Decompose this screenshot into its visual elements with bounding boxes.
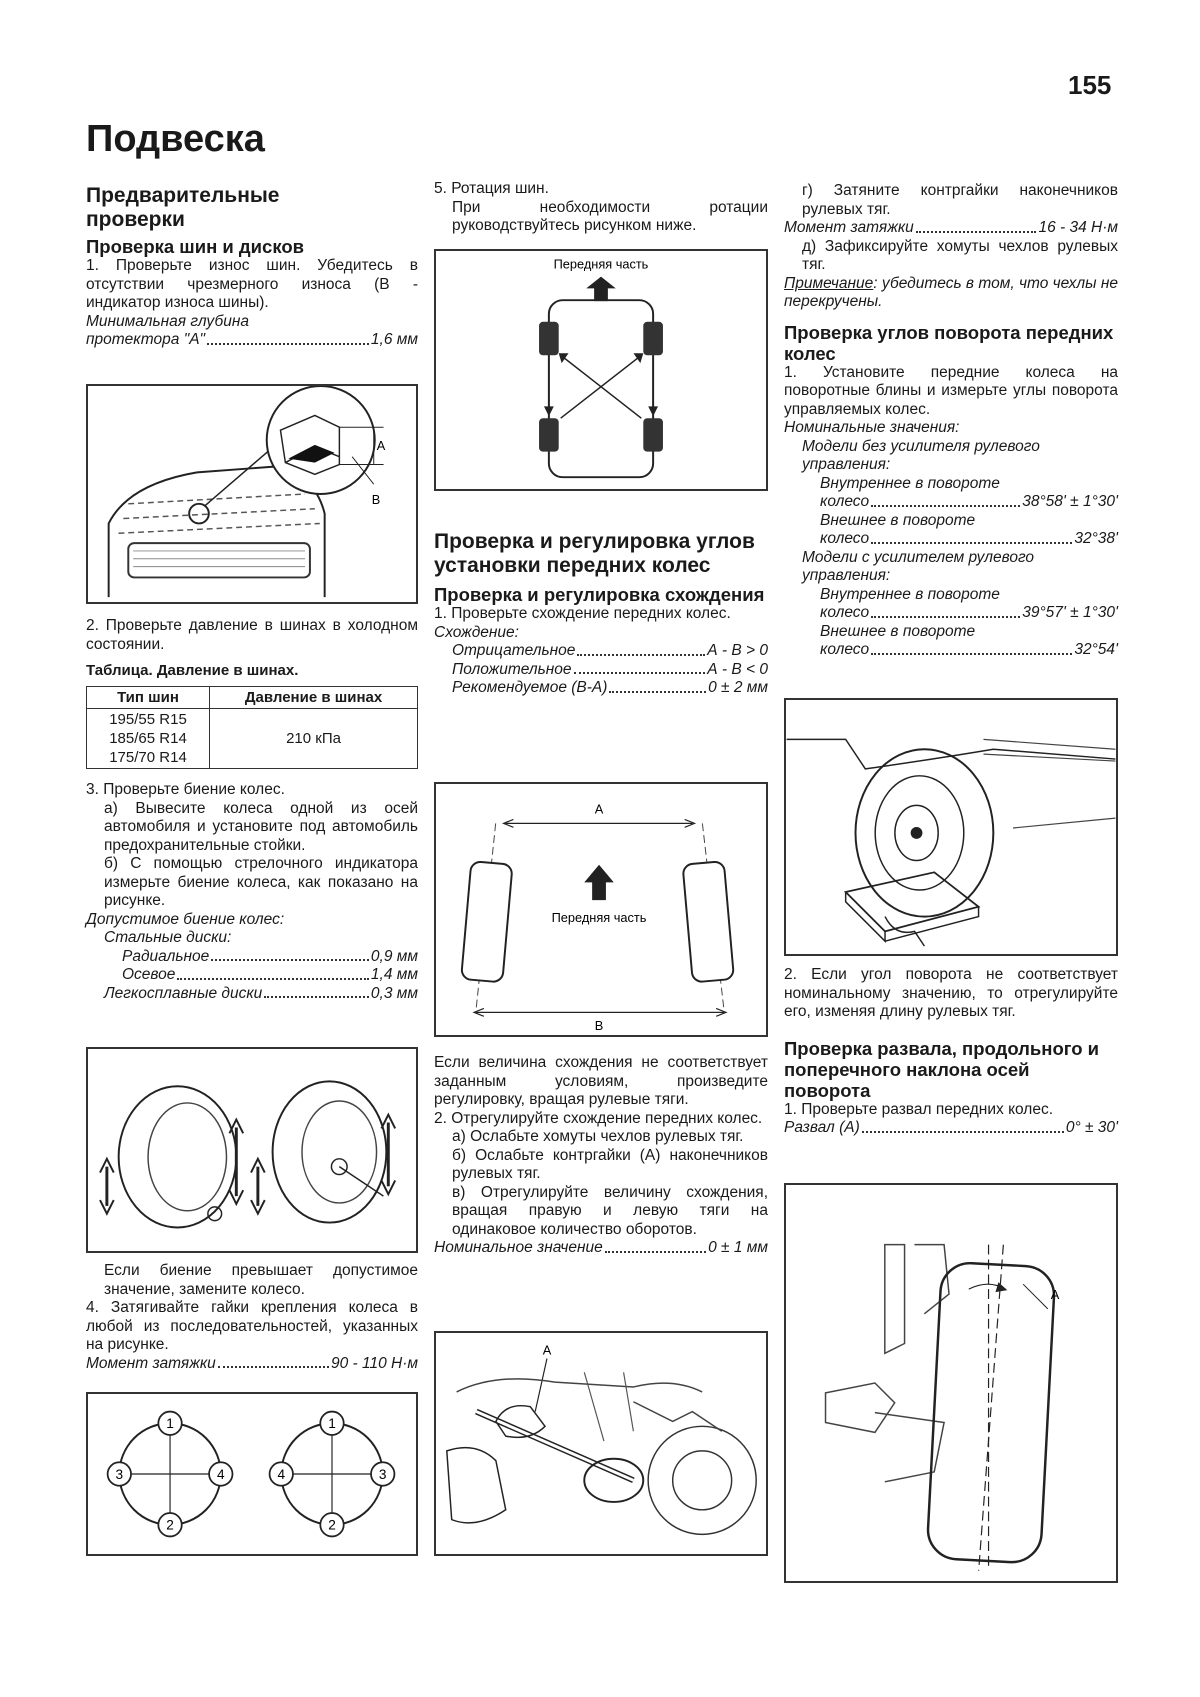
spec-outer2	[784, 641, 1118, 660]
spec-inner1-label: колесо	[820, 493, 870, 510]
turn-outer2: Внешнее в повороте	[820, 622, 976, 640]
text-toe2: 2. Отрегулируйте схождение передних колес.	[434, 1109, 763, 1127]
toe-title: Схождение:	[434, 623, 519, 641]
runout-title: Допустимое биение колес:	[86, 910, 285, 928]
spec-toe-rec-value: 0 ± 2 мм	[708, 679, 768, 696]
toe-label-a: A	[594, 801, 604, 817]
spec-camber-label: Развал (А)	[784, 1119, 860, 1136]
camber-label-a: A	[1050, 1287, 1060, 1303]
bolt-number: 1	[328, 1416, 336, 1432]
spec-alloy-value: 0,3 мм	[370, 984, 418, 1002]
tire-wear-illustration	[88, 386, 416, 602]
text-toe-adj: Если величина схождения не соответствует заданным условиям, произведите регулировку, вращая рулевые тяги.	[434, 1054, 768, 1108]
column-1-b	[86, 617, 418, 1003]
heading-turn: Проверка углов поворота передних колес	[784, 321, 1114, 364]
spec-inner2-value: 39°57' ± 1°30'	[1022, 604, 1118, 621]
spec-torque	[86, 1355, 418, 1374]
text-p5: 5. Ротация шин.	[434, 180, 549, 197]
spec-toe-neg-label: Отрицательное	[452, 642, 576, 659]
table-header-pressure: Давление в шинах	[210, 687, 418, 709]
heading-precheck: Предварительные проверки	[86, 184, 280, 231]
text-toe1: 1. Проверьте схождение передних колес.	[434, 605, 731, 622]
spec-torque-label: Момент затяжки	[86, 1354, 216, 1372]
text-toe2a: а) Ослабьте хомуты чехлов рулевых тяг.	[452, 1128, 744, 1145]
text-camber1: 1. Проверьте развал передних колес.	[784, 1100, 1054, 1118]
figure-camber	[784, 1183, 1118, 1583]
note-text: : убедитесь в том, что чехлы не перекручены.	[784, 274, 1118, 310]
spec-toe-pos-value: А - В < 0	[707, 660, 768, 678]
page-title: Подвеска	[86, 118, 265, 160]
tire-pressure-table	[86, 686, 418, 769]
spec-depth-value: 1,6 мм	[370, 331, 418, 348]
toe-diagram	[436, 784, 766, 1035]
text-p4: 4. Затягивайте гайки крепления колеса в любой из последовательностей, указанных на рисунке.	[86, 1299, 418, 1353]
turn-inner1: Внутреннее в повороте	[820, 474, 1000, 492]
tierod-label-a: A	[542, 1342, 552, 1358]
bolt-pattern-right	[270, 1412, 395, 1537]
spec-radial-label: Радиальное	[122, 947, 210, 965]
tire-size: 195/55 R15	[109, 711, 187, 728]
turn-inner2: Внутреннее в повороте	[820, 585, 1000, 603]
column-2-b	[434, 530, 768, 698]
spec-depth-label: Минимальная глубина	[86, 312, 249, 330]
bolt-number: 3	[378, 1466, 387, 1482]
text-p5b: При необходимости ротации руководствуйтесь рисунком ниже.	[452, 198, 768, 234]
spec-inner1-value: 38°58' ± 1°30'	[1022, 493, 1118, 510]
toe-label-b: B	[594, 1018, 604, 1034]
bolt-pattern-left	[108, 1412, 233, 1537]
spec-inner2	[784, 604, 1118, 623]
spec-radial	[86, 948, 418, 967]
table-header-type: Тип шин	[87, 687, 210, 709]
toe-front-label: Передняя часть	[551, 909, 647, 925]
wheel-runout-illustration	[88, 1049, 416, 1251]
text-d: д) Зафиксируйте хомуты чехлов рулевых тяг.	[802, 237, 1118, 273]
note	[784, 275, 1118, 312]
spec-toe-pos-label: Положительное	[452, 660, 572, 678]
spec-nominal-label: Номинальное значение	[434, 1239, 603, 1256]
spec-toe-neg-value: А - В > 0	[707, 642, 768, 659]
column-1	[86, 184, 418, 350]
figure-tire-rotation	[434, 249, 768, 491]
spec-depth-label2: протектора "А"	[86, 331, 206, 348]
bolt-number: 4	[216, 1466, 225, 1482]
bolt-number: 2	[166, 1517, 174, 1533]
text-toe2b: б) Ослабьте контргайки (А) наконечников рулевых тяг.	[452, 1146, 768, 1182]
turntable-illustration	[786, 700, 1116, 954]
spec-outer2-value: 32°54'	[1074, 641, 1118, 658]
spec-nominal	[434, 1239, 768, 1258]
label-a: A	[376, 437, 386, 453]
heading-tires: Проверка шин и дисков	[86, 236, 305, 257]
camber-illustration	[786, 1185, 1116, 1581]
bolt-number: 3	[115, 1466, 124, 1482]
spec-camber-value: 0° ± 30'	[1065, 1119, 1118, 1136]
spec-alloy-label: Легкосплавные диски	[104, 984, 263, 1002]
figure-bolt-sequence	[86, 1392, 418, 1556]
rotation-front-label: Передняя часть	[553, 256, 649, 272]
text-p1: 1. Проверьте износ шин. Убедитесь в отсутствии чрезмерного износа (В - индикатор износа шины).	[86, 257, 418, 311]
tire-rotation-diagram	[436, 251, 766, 489]
spec-inner2-label: колесо	[820, 604, 870, 621]
bolt-sequence-illustration	[88, 1394, 416, 1554]
text-g: г) Затяните контргайки наконечников рулевых тяг.	[802, 182, 1118, 218]
text-p3b: б) С помощью стрелочного индикатора измерьте биение колеса, как показано на рисунке.	[104, 855, 418, 909]
column-1-c	[86, 1262, 418, 1373]
text-p3a: а) Вывесите колеса одной из осей автомобиля и установите под автомобиль предохранительные стойки.	[104, 799, 418, 854]
text-p2: 2. Проверьте давление в шинах в холодном состоянии.	[86, 617, 418, 653]
spec-outer1	[784, 530, 1118, 549]
spec-torque2-value: 16 - 34 Н·м	[1038, 219, 1118, 236]
text-toe2c: в) Отрегулируйте величину схождения, вращая правую и левую тяги на одинаковое количество оборотов.	[452, 1183, 768, 1238]
label-b: B	[371, 491, 381, 507]
spec-inner1	[784, 493, 1118, 512]
figure-tire-wear	[86, 384, 418, 604]
spec-torque-value: 90 - 110 Н·м	[330, 1354, 418, 1372]
spec-outer1-label: колесо	[820, 530, 870, 547]
tire-size: 175/70 R14	[109, 749, 187, 766]
spec-radial-value: 0,9 мм	[370, 947, 418, 965]
tire-size: 185/65 R14	[109, 730, 187, 747]
spec-toe-rec-label: Рекомендуемое (В-А)	[452, 679, 608, 696]
heading-alignment: Проверка и регулировка углов установки передних колес	[434, 530, 755, 577]
turn-nominal: Номинальные значения:	[784, 419, 960, 436]
column-3	[784, 182, 1118, 660]
text-turn1: 1. Установите передние колеса на поворотные блины и измерьте углы поворота управляемых колес.	[784, 363, 1118, 418]
runout-steel: Стальные диски:	[104, 929, 232, 946]
spec-camber	[784, 1119, 1118, 1138]
table-cell-tires	[87, 709, 210, 769]
spec-torque2	[784, 219, 1118, 238]
spec-depth	[86, 331, 418, 350]
text-turn2: 2. Если угол поворота не соответствует номинальному значению, то отрегулируйте его, изменяя длину рулевых тяг.	[784, 966, 1118, 1020]
column-2	[434, 180, 768, 236]
text-p3: 3. Проверьте биение колес.	[86, 781, 285, 798]
figure-turntable	[784, 698, 1118, 956]
spec-toe-pos	[434, 661, 768, 680]
figure-tie-rod	[434, 1331, 768, 1556]
turn-outer1: Внешнее в повороте	[820, 511, 976, 529]
table-caption: Таблица. Давление в шинах.	[86, 662, 299, 679]
bolt-number: 2	[328, 1517, 336, 1533]
spec-toe-rec	[434, 679, 768, 698]
table-cell-pressure: 210 кПа	[210, 709, 418, 769]
spec-outer1-value: 32°38'	[1074, 530, 1118, 547]
spec-toe-neg	[434, 642, 768, 661]
page-number: 155	[1068, 70, 1112, 100]
turn-no-ps: Модели без усилителя рулевого управления:	[802, 437, 1040, 473]
spec-axial-value: 1,4 мм	[370, 966, 418, 983]
heading-toe: Проверка и регулировка схождения	[434, 584, 765, 605]
heading-camber: Проверка развала, продольного и поперечного наклона осей поворота	[784, 1037, 1100, 1101]
spec-outer2-label: колесо	[820, 641, 870, 658]
column-2-c	[434, 1054, 768, 1258]
spec-torque2-label: Момент затяжки	[784, 219, 914, 236]
column-3-b	[784, 966, 1118, 1138]
figure-toe	[434, 782, 768, 1037]
bolt-number: 4	[277, 1466, 286, 1482]
spec-nominal-value: 0 ± 1 мм	[708, 1239, 768, 1256]
spec-axial-label: Осевое	[122, 966, 176, 983]
figure-wheel-runout	[86, 1047, 418, 1253]
turn-ps: Модели с усилителем рулевого управления:	[802, 548, 1035, 584]
note-label: Примечание	[784, 274, 874, 292]
text-replace: Если биение превышает допустимое значение, замените колесо.	[104, 1262, 418, 1298]
bolt-number: 1	[166, 1416, 174, 1432]
spec-alloy	[86, 985, 418, 1004]
spec-axial	[86, 966, 418, 985]
tie-rod-illustration	[436, 1333, 766, 1554]
